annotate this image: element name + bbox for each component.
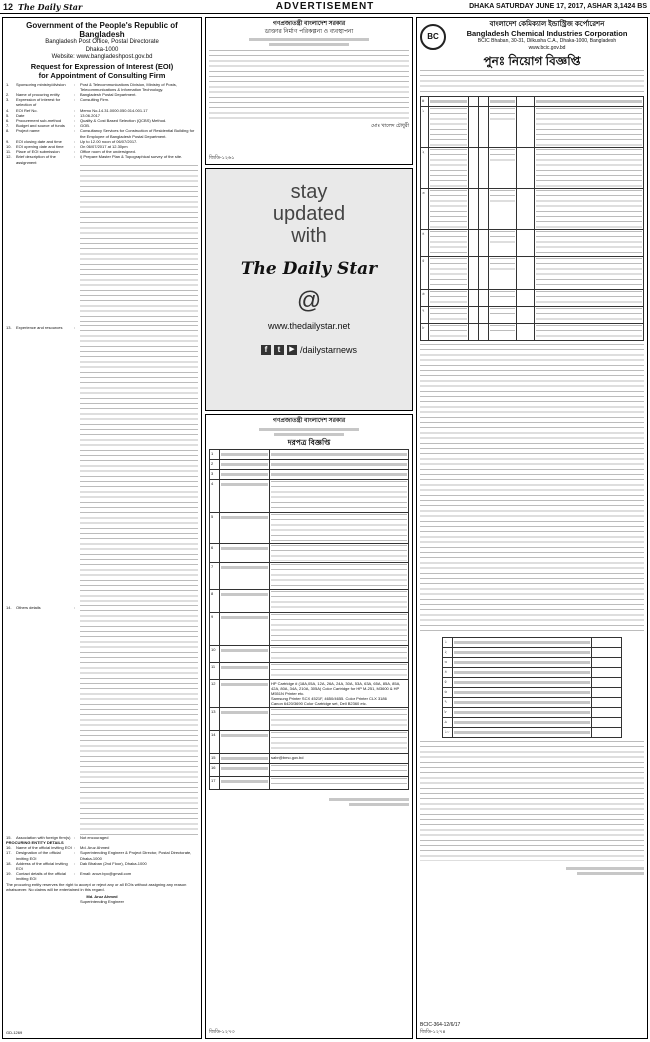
eoi-dept: Bangladesh Post Office, Postal Directorate	[45, 39, 159, 45]
social-handle: /dailystarnews	[299, 345, 358, 355]
bn2-table: 1 2 3 4 5 6 7 8 9 10 11 12 HP Cartridge # (18A,05A, 12A, 26A, 24A, 30A, 53A, 63A, 65A, 85A, 85A, 42A, 80A, 34A, 210A, 305A) Color Cartridge for HP M-251, M3600 & HP M551N Printer etc. Samsung Printer SCX 4521F, 4650/4655. Color Printer CLX 3186 Canon 6420/3690 Color Cartridge set, Dell B2360 etc. 13 14 15 sabr@bmo.gov.bd 16 17	[209, 449, 409, 790]
promo-social[interactable]	[206, 345, 412, 355]
eoi-notice	[2, 17, 202, 1039]
daily-star-promo	[205, 168, 413, 411]
bcic-checklist-table: ১ ২ ৩ ৪ ৫ ৬ ৭ ৮ ৯ ১০	[442, 637, 621, 738]
bcic-title: পুনঃ নিয়োগ বিজ্ঞপ্তি	[483, 53, 581, 68]
signatory-title: Superintending Engineer	[79, 899, 125, 905]
eoi-row: 6. Procurement sub-method : Quality & Cost Based Selection (QCBS) Method.	[6, 117, 167, 123]
eoi-website: Website: www.bangladeshpost.gov.bd	[51, 54, 153, 60]
eoi-gov-title: Government of the People's Republic of Bangladesh	[26, 21, 178, 39]
eoi-row: 1. Sponsoring ministry/division : Post & Telecommunications Division, Ministry of Posts, Telecommunications & Information Technology.	[6, 81, 177, 92]
promo-stay: stay	[290, 181, 328, 203]
signatory-name: Md. Aruz Ahmed	[86, 893, 118, 899]
bn2-item: Samsung Printer SCX 4521F, 4650/4655. Color Printer CLX 3186	[271, 695, 387, 701]
bn-notice-1	[205, 17, 413, 165]
bn1-ref: জিডি-১২৬১	[209, 155, 235, 161]
eoi-city: Dhaka-1000	[85, 46, 119, 53]
bn2-header: গণপ্রজাতন্ত্রী বাংলাদেশ সরকার	[272, 418, 346, 424]
bcic-en-name: Bangladesh Chemical Industries Corporation	[466, 28, 628, 38]
bn1-sub: ডাক্তার নির্মাণ পরিকল্পনা ও ব্যবস্থাপনা	[264, 28, 354, 35]
eoi-row: 3. Expression of interest for selection of : Consulting Firm.	[6, 97, 110, 108]
eoi-row: 10. EOI opening date and time : On 06/07/2017 at 12.30pm	[6, 143, 128, 149]
eoi-row: 12. Brief description of the assignment : i) Prepare Master Plan & Topographical survey of the site.	[6, 154, 183, 165]
eoi-row: 9. EOI closing date and time : Up to 12.00 noon of 06/07/2017.	[6, 138, 138, 144]
bn1-header: গণপ্রজাতন্ত্রী বাংলাদেশ সরকার	[272, 21, 346, 27]
eoi-row-experience: 13. Experience and resources :	[6, 325, 198, 605]
eoi-row-others: 14. Others details :	[6, 605, 198, 835]
promo-logo: The Daily Star	[240, 259, 378, 279]
bn2-item: Canon 6420/3690 Color Cartridge set, Dell B2360 etc.	[271, 700, 367, 706]
entity-header: PROCURING ENTITY DETAILS	[6, 839, 64, 845]
promo-at: @	[296, 287, 322, 314]
youtube-icon: ▶	[287, 345, 297, 355]
eoi-title-1: Request for Expression of Interest (EOI)	[30, 61, 174, 71]
date-line: DHAKA SATURDAY JUNE 17, 2017, ASHAR 3,1424 BS	[469, 3, 647, 10]
bn-notice-2	[205, 414, 413, 1039]
eoi-row: 4. EOI Ref No. : Memo No-14.31.0000.050.014.001.17	[6, 107, 148, 113]
bcic-ref: BCIC-364-12/6/17	[420, 1022, 461, 1028]
bcic-logo-icon: BC	[420, 24, 446, 50]
bcic-bn-name: বাংলাদেশ কেমিক্যাল ইন্ডাস্ট্রিজ কর্পোরেশন	[489, 21, 605, 28]
page-number: 12	[3, 1, 14, 12]
promo-url[interactable]: www.thedailystar.net	[267, 321, 351, 331]
eoi-row-association: 15. Association with foreign firm(s) : Not encouraged	[6, 834, 109, 840]
eoi-row: 8. Project name : Consultancy Services for Construction of Residential Building for the Employee of Bangladesh Postal Department.	[6, 128, 195, 139]
page-header-strip	[0, 0, 650, 14]
bn2-email[interactable]: sabr@bmo.gov.bd	[271, 754, 304, 760]
eoi-assignment-body	[6, 165, 198, 325]
eoi-row: 2. Name of procuring entity : Bangladesh Postal Department.	[6, 91, 137, 97]
paper-logo: The Daily Star	[18, 1, 83, 12]
bn2-item: HP Cartridge # (18A,05A, 12A, 26A, 24A, 30A, 53A, 63A, 65A, 85A, 85A, 42A, 80A, 34A, 210A, 305A) Color Cartridge for HP M-251, M3600 & HP M551N Printer etc.	[271, 680, 401, 696]
facebook-icon: f	[261, 345, 271, 355]
eoi-ref: GD-1269	[6, 1029, 23, 1035]
bcic-terms	[420, 741, 644, 861]
bcic-address: BCIC Bhaban, 30-31, Dilkusha C.A., Dhaka-1000, Bangladesh	[477, 37, 617, 44]
eoi-row: 11. Place of EOI submission : Office room of the undersigned.	[6, 149, 136, 155]
bcic-intro	[420, 70, 644, 94]
promo-with: with	[291, 225, 327, 247]
bn1-signature: মোঃ খালেদ চৌধুরী	[371, 123, 409, 129]
section-title: ADVERTISEMENT	[275, 1, 375, 12]
twitter-icon: t	[274, 345, 284, 355]
bcic-notice	[416, 17, 648, 1039]
eoi-row: 7. Budget and source of funds : GOB.	[6, 123, 91, 129]
entity-details: 16. Name of the official inviting EOI : Md. Aruz Ahmed 17. Designation of the official inviting EOI : Superintending Engineer & Project Director, Postal Directorate, Dhaka-1000 18. Address of the official inviting EOI : Dak Bhaban (2nd Floor), Dhaka-1000 19. Contact details of the official inviting EOI : Email: arozr.bpo@gmail.com	[6, 845, 192, 882]
eoi-footer-note: The procuring entity reserves the right to accept or reject any or all EOIs without assigning any reason whatsoever. No claims will be entertained in this regard.	[6, 881, 187, 892]
bn2-ref: জিডি-১২৭৩	[209, 1029, 235, 1035]
bn1-body	[209, 50, 409, 120]
promo-updated: updated	[272, 203, 346, 225]
bcic-website: www.bcic.gov.bd	[528, 45, 566, 51]
bcic-ref-2: জিডি-১২৭৪	[420, 1029, 446, 1035]
bcic-instructions	[420, 344, 644, 634]
eoi-title-2: for Appointment of Consulting Firm	[38, 70, 166, 80]
eoi-details	[6, 82, 198, 165]
bcic-vacancy-table: # ১ ২ ৩ ৪ ৫ ৬ ৭ ৮	[420, 96, 644, 341]
eoi-row: 5. Date : 13.06.2017	[6, 112, 101, 118]
bn2-title: দরপত্র বিজ্ঞপ্তি	[287, 437, 331, 447]
